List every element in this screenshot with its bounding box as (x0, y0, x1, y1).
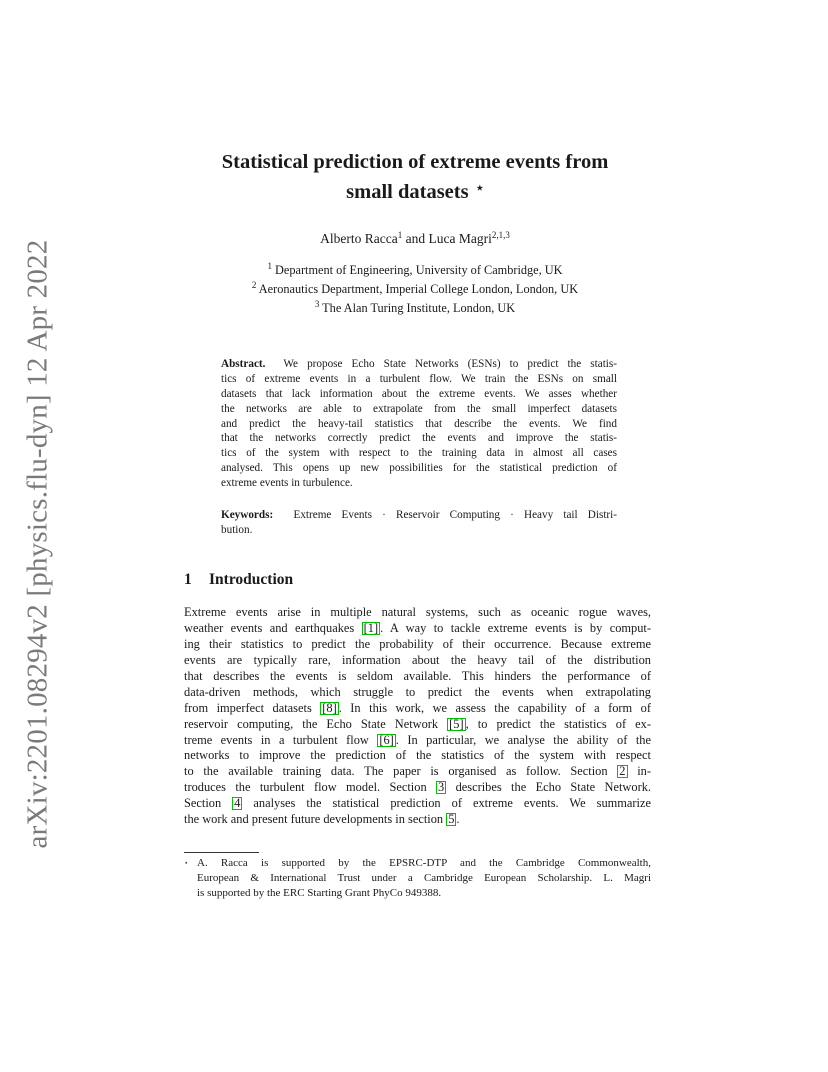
footnote (184, 856, 651, 901)
footnote-mark: ⋆ (184, 859, 189, 867)
body-line-14a: the work and present future developments in section (184, 812, 447, 827)
paper-title (180, 150, 650, 205)
introduction-body (184, 605, 651, 828)
body-line-12 (184, 780, 651, 796)
affiliation-2 (180, 278, 650, 297)
abstract-line-3: datasets that lack information about the extreme events. We asses whether (221, 387, 617, 400)
section-number: 1 (184, 571, 192, 588)
abstract-line (221, 357, 617, 372)
section-link-2[interactable]: 2 (619, 764, 626, 779)
body-line-14b: . (456, 812, 460, 827)
affiliation-list (180, 259, 650, 316)
affiliation-1-sup: 1 (267, 261, 272, 271)
body-line-8b: , to predict the statistics of ex- (465, 716, 651, 731)
arxiv-identifier: arXiv:2201.08294v2 [physics.flu-dyn] 12 Apr 2022 (21, 239, 54, 849)
body-line-12b: describes the Echo State Network. (446, 780, 651, 795)
section-link-5[interactable]: 5 (448, 812, 455, 827)
affiliation-2-text: Aeronautics Department, Imperial College London, London, UK (258, 282, 579, 296)
body-line-11b: in- (627, 764, 651, 779)
title-line-2 (180, 175, 650, 205)
author-conjunction: and (405, 231, 426, 246)
author-2-affil: 2,1,3 (491, 230, 510, 240)
citation-link-8[interactable]: [8] (322, 700, 337, 715)
section-link-3[interactable]: 3 (438, 780, 445, 795)
body-line-2b: . A way to tackle extreme events is by comput- (380, 620, 651, 635)
body-line-9b: . In particular, we analyse the ability of the (395, 732, 651, 747)
body-line-4: events are typically rare, information about the heavy tail of the distribution (184, 652, 651, 667)
body-line-12a: troduces the turbulent flow model. Section (184, 780, 437, 795)
author-1: Alberto Racca (320, 231, 398, 246)
abstract-label: Abstract. (221, 358, 266, 370)
title-line-2-text: small datasets (346, 181, 469, 203)
body-line-7 (184, 701, 651, 717)
keywords-line-2: bution. (221, 524, 253, 536)
abstract-line-5: and predict the heavy-tail statistics that describe the events. We find (221, 417, 617, 430)
arxiv-sidebar (14, 239, 62, 849)
footnote-line-1: A. Racca is supported by the EPSRC-DTP and the Cambridge Commonwealth, (197, 857, 651, 869)
abstract-line-8: analysed. This opens up new possibilities for the statistical prediction of (221, 462, 617, 475)
footnote-line-2: European & International Trust under a Cambridge European Scholarship. L. Magri (197, 872, 651, 884)
body-line-7a: from imperfect datasets (184, 700, 321, 715)
footnote-divider (184, 852, 259, 853)
body-line-11a: to the available training data. The paper is organised as follow. Section (184, 764, 618, 779)
body-line-8a: reservoir computing, the Echo State Network (184, 716, 448, 731)
body-line-13b: analyses the statistical prediction of extreme events. We summarize (242, 796, 651, 811)
body-line-2a: weather events and earthquakes (184, 620, 362, 635)
citation-link-1[interactable]: [1] (363, 620, 379, 635)
keywords (221, 508, 617, 538)
affiliation-1 (180, 259, 650, 278)
abstract-line-1: We propose Echo State Networks (ESNs) to predict the statis- (283, 358, 617, 370)
keywords-text-1: Extreme Events · Reservoir Computing · Heavy tail Distri- (293, 509, 617, 521)
affiliation-3 (180, 297, 650, 316)
body-line-8 (184, 717, 651, 733)
keywords-line-1 (221, 508, 617, 523)
body-line-1: Extreme events arise in multiple natural systems, such as oceanic rogue waves, (184, 605, 651, 619)
body-line-2 (184, 621, 651, 637)
body-line-5: that describes the events is seldom available. This hinders the performance of (184, 668, 651, 683)
body-line-10: networks to improve the prediction of the statistics of the system with respect (184, 748, 651, 763)
abstract-line-4: the networks are able to extrapolate from the small imperfect datasets (221, 402, 617, 415)
title-line-1: Statistical prediction of extreme events from (221, 151, 609, 173)
affiliation-1-text: Department of Engineering, University of Cambridge, UK (275, 263, 563, 277)
body-line-6: data-driven methods, which struggle to predict the events when extrapolating (184, 684, 651, 699)
body-line-9a: treme events in a turbulent flow (184, 732, 378, 747)
body-line-3: ing their statistics to predict the probability of their occurrence. Because extreme (184, 636, 651, 651)
citation-link-6[interactable]: [6] (379, 732, 394, 747)
section-link-4[interactable]: 4 (234, 796, 241, 811)
body-line-11 (184, 764, 651, 780)
author-1-affil: 1 (397, 230, 403, 240)
citation-link-5[interactable]: [5] (449, 716, 464, 731)
affiliation-3-text: The Alan Turing Institute, London, UK (322, 301, 516, 315)
abstract-line-7: tics of the system with respect to the training data in almost all cases (221, 447, 617, 460)
body-line-7b: . In this work, we assess the capability of a form of (338, 700, 651, 715)
body-line-14 (184, 812, 651, 828)
abstract-line-9: extreme events in turbulence. (221, 477, 353, 490)
body-line-13a: Section (184, 796, 233, 811)
title-footnote-mark[interactable]: ⋆ (475, 180, 484, 195)
author-2: Luca Magri (428, 231, 492, 246)
affiliation-2-sup: 2 (251, 280, 257, 290)
abstract-line-6: that the networks correctly predict the events and improve the statis- (221, 432, 617, 445)
abstract (221, 357, 617, 491)
footnote-line-3: is supported by the ERC Starting Grant PhyCo 949388. (197, 887, 442, 899)
section-heading (184, 571, 644, 589)
author-list (180, 230, 650, 247)
keywords-label: Keywords: (221, 509, 274, 521)
affiliation-3-sup: 3 (314, 299, 320, 309)
abstract-line-2: tics of extreme events in a turbulent flow. We train the ESNs on small (221, 372, 617, 385)
body-line-9 (184, 733, 651, 749)
section-title: Introduction (209, 571, 294, 588)
body-line-13 (184, 796, 651, 812)
